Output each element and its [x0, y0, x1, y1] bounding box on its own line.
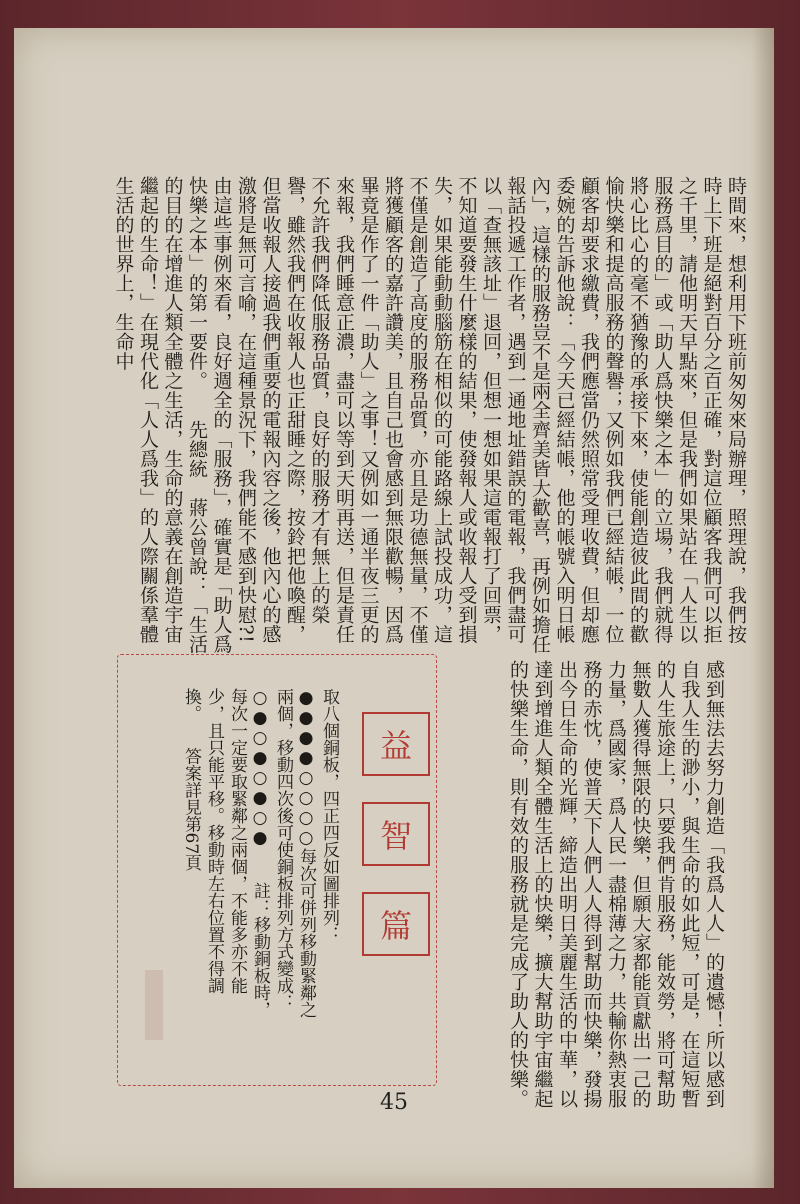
- puzzle-text: 取八個銅板，四正四反如圖排列：●●●●○○○○每次可併列移動緊鄰之兩個，移動四次後可使銅板排列方式變成：○●○●○●○● 註：移動銅板時，每次一定要取緊鄰之兩個，不能多亦不能少，且只能平移。移動時左右位置不得調換。 答案詳見第67頁: [181, 688, 339, 1018]
- main-body-text: 時間來，想利用下班前匆匆來局辦理，照理說，我們按時上下班是絕對百分之百正確，對這位顧客我們可以拒之千里，請他明天早點來，但是我們如果站在「人生以服務爲目的」或「助人爲快樂之本」的立場，我們就得將心比心的毫不猶豫的承接下來，使能創造彼此間的歡愉快樂和提高服務的聲譽；又例如我們已經結帳，一位顧客却要求繳費，我們應當仍然照常受理收費，但却應委婉的告訴他說：「今天已經結帳，他的帳號入明日帳內」，這樣的服務豈不是兩全齊美皆大歡喜，再例如擔任報話投遞工作者，遇到一通地址錯誤的電報，我們盡可以「查無該址」退回，但想一想如果這電報打了回票，不知道要發生什麼樣的結果，使發報人或收報人受到損失，如果能動動腦筋在相似的可能路線上試投成功，這不僅是創造了高度的服務品質，亦且是功德無量，不僅將獲顧客的嘉許讚美，且自己也會感到無限歡暢，因爲畢竟是作了一件「助人」之事！又例如一通半夜三更的來報，我們睡意正濃，盡可以等到天明再送，但是責任不允許我們降低服務品質，良好的服務才有無上的榮譽，雖然我們在收報人也正甜睡之際，按鈴把他喚醒，但當收報人接過我們重要的電報內容之後，他內心的感激將是無可言喻，在這種景況下，我們能不感到快慰?!由這些事例來看，良好週全的「服務」，確實是「助人爲快樂之本」的第一要件。 先總統 蔣公曾說：「生活的目的在增進人類全體之生活，生命的意義在創造宇宙繼起的生命！」在現代化「人人爲我」的人際關係羣體生活的世界上，生命中: [112, 176, 747, 654]
- lower-body-text: 感到無法去努力創造「我爲人人」的遺憾！所以感到自我人生的渺小，與生命的如此短，可是，在這短暫的人生旅途上，只要我們肯服務，能效勞，將可幫助無數人獲得無限的快樂，但願大家都能貢獻出一己的力量，爲國家，爲人民一盡棉薄之力，共輸你熱衷服務的赤忱，使普天下人們人人得到幫助而快樂，發揚出今日生命的光輝，締造出明日美麗生活的中華，以達到增進人類全體生活上的快樂，擴大幫助宇宙繼起的快樂生命，則有效的服務就是完成了助人的快樂。: [507, 660, 725, 1109]
- puzzle-heading-yi: 益: [362, 712, 430, 776]
- page-number: 45: [380, 1090, 408, 1115]
- puzzle-heading-pian: 篇: [362, 892, 430, 956]
- faint-seal-mark: [145, 970, 163, 1040]
- puzzle-heading-zhi: 智: [362, 802, 430, 866]
- page-shadow: [752, 28, 774, 1188]
